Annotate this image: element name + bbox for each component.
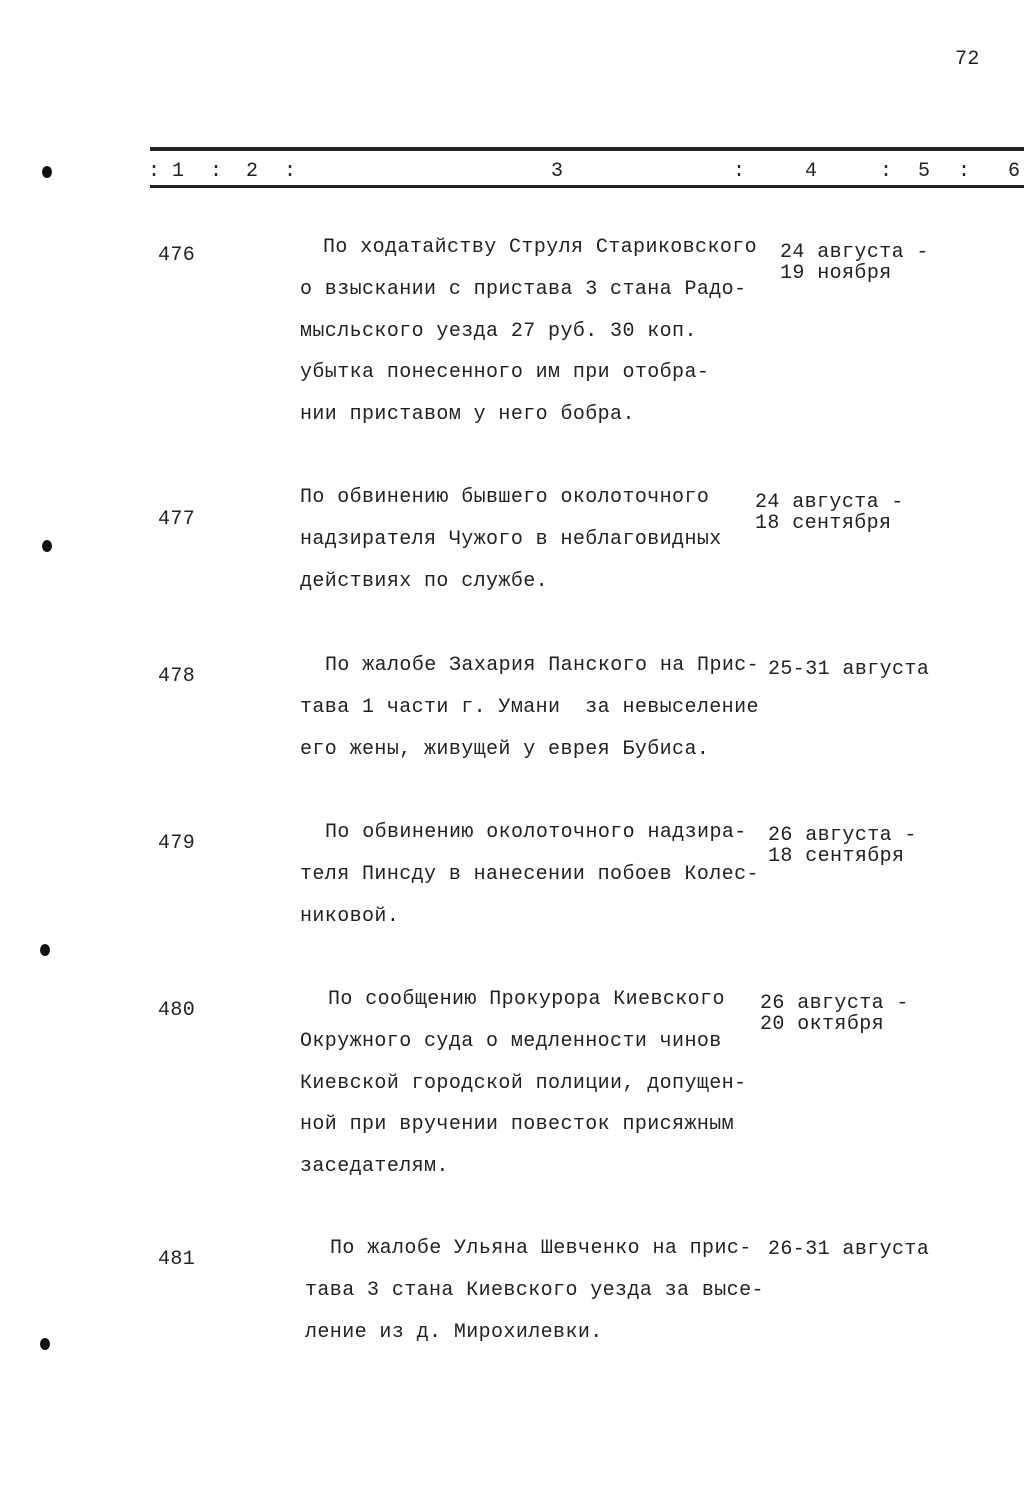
entry-text-line: действиях по службе. xyxy=(300,569,549,593)
entry-date: 18 сентября xyxy=(768,845,905,868)
entry-date: 26 августа - xyxy=(760,992,909,1015)
entry-text-line: мысльского уезда 27 руб. 30 коп. xyxy=(300,319,697,343)
binding-mark xyxy=(42,540,52,552)
entry-date: 26 августа - xyxy=(768,824,917,847)
entry-number: 476 xyxy=(158,244,196,267)
entry-text-line: заседателям. xyxy=(300,1155,449,1179)
binding-mark xyxy=(40,1338,50,1350)
entry-text-line: По ходатайству Струля Стариковского xyxy=(323,236,758,259)
column-header: 2 xyxy=(246,160,259,183)
entry-date: 26-31 августа xyxy=(768,1238,930,1261)
entry-number: 481 xyxy=(158,1248,196,1271)
entry-number: 479 xyxy=(158,832,196,855)
binding-mark xyxy=(42,166,52,178)
entry-text-line: По обвинению околоточного надзира- xyxy=(325,821,747,844)
column-header: 3 xyxy=(551,160,564,183)
entry-text-line: никовой. xyxy=(300,904,400,928)
entry-text-line: его жены, живущей у еврея Бубиса. xyxy=(300,737,710,761)
entry-text-line: тава 1 части г. Умани за невыселение xyxy=(300,695,759,719)
entry-number: 478 xyxy=(158,665,196,688)
entry-text-line: ной при вручении повесток присяжным xyxy=(300,1113,735,1137)
entry-date: 24 августа - xyxy=(780,241,929,264)
entry-text-line: По жалобе Захария Панского на Прис- xyxy=(325,654,760,677)
entry-date: 18 сентября xyxy=(755,512,892,535)
entry-text-line: убытка понесенного им при отобра- xyxy=(300,361,710,385)
entry-text-line: тава 3 стана Киевского уезда за высе- xyxy=(305,1278,764,1302)
column-header: 4 xyxy=(805,160,818,183)
entry-text-line: о взыскании с пристава 3 стана Радо- xyxy=(300,277,747,301)
entry-text-line: Окружного суда о медленности чинов xyxy=(300,1029,722,1053)
entry-text-line: По сообщению Прокурора Киевского xyxy=(328,988,725,1011)
column-header: 5 xyxy=(918,160,931,183)
entry-number: 480 xyxy=(158,999,196,1022)
entry-date: 19 ноября xyxy=(780,262,892,285)
binding-mark xyxy=(40,944,50,956)
entry-date: 24 августа - xyxy=(755,491,904,514)
page-number: 72 xyxy=(955,48,980,71)
entry-text-line: теля Пинсду в нанесении побоев Колес- xyxy=(300,862,759,886)
header-top-rule xyxy=(150,147,1024,151)
document-page: 72 : 1 : 2 : 3 : 4 : 5 : 6 476 По ходатайству Струля Стариковского о взыскании с пристава 3 стана Радо- мысльского уезда 27 руб. 30 коп. убытка понесенного им при отобра- нии приставом у него бобра. 24 августа - 19 ноября 477 По обвинению бывшего околоточного надзирателя Чужого в неблаговидных действиях по службе. 24 августа - 18 сентября 478 По жалобе Захария Панского на Прис- тава 1 части г. Умани за невыселение его жены, живущей у еврея Бубиса. 25-31 августа 479 По обвинению околоточного надзира- теля Пинсду в нанесении побоев Колес- никовой. 26 августа - 18 сентября 480 По сообщению Прокурора Киевского Окружного суда о медленности чинов Киевской городской полиции, допущен- ной при вручении повесток присяжным заседателям. 26 августа - 20 октября 481 По жалобе Ульяна Шевченко на прис- тава 3 стана Киевского уезда за высе- ление из д. Мирохилевки. 26-31 августа xyxy=(0,0,1024,1487)
entry-text-line: Киевской городской полиции, допущен- xyxy=(300,1071,747,1095)
column-header: 1 xyxy=(172,160,185,183)
entry-date: 25-31 августа xyxy=(768,658,930,681)
entry-date: 20 октября xyxy=(760,1013,885,1036)
entry-text-line: нии приставом у него бобра. xyxy=(300,403,635,427)
entry-text-line: По жалобе Ульяна Шевченко на прис- xyxy=(330,1237,752,1260)
entry-text-line: надзирателя Чужого в неблаговидных xyxy=(300,527,722,551)
entry-text-line: По обвинению бывшего околоточного xyxy=(300,486,710,509)
entry-number: 477 xyxy=(158,508,196,531)
column-header: 6 xyxy=(1008,160,1021,183)
entry-text-line: ление из д. Мирохилевки. xyxy=(305,1320,603,1344)
header-bottom-rule xyxy=(150,185,1024,188)
